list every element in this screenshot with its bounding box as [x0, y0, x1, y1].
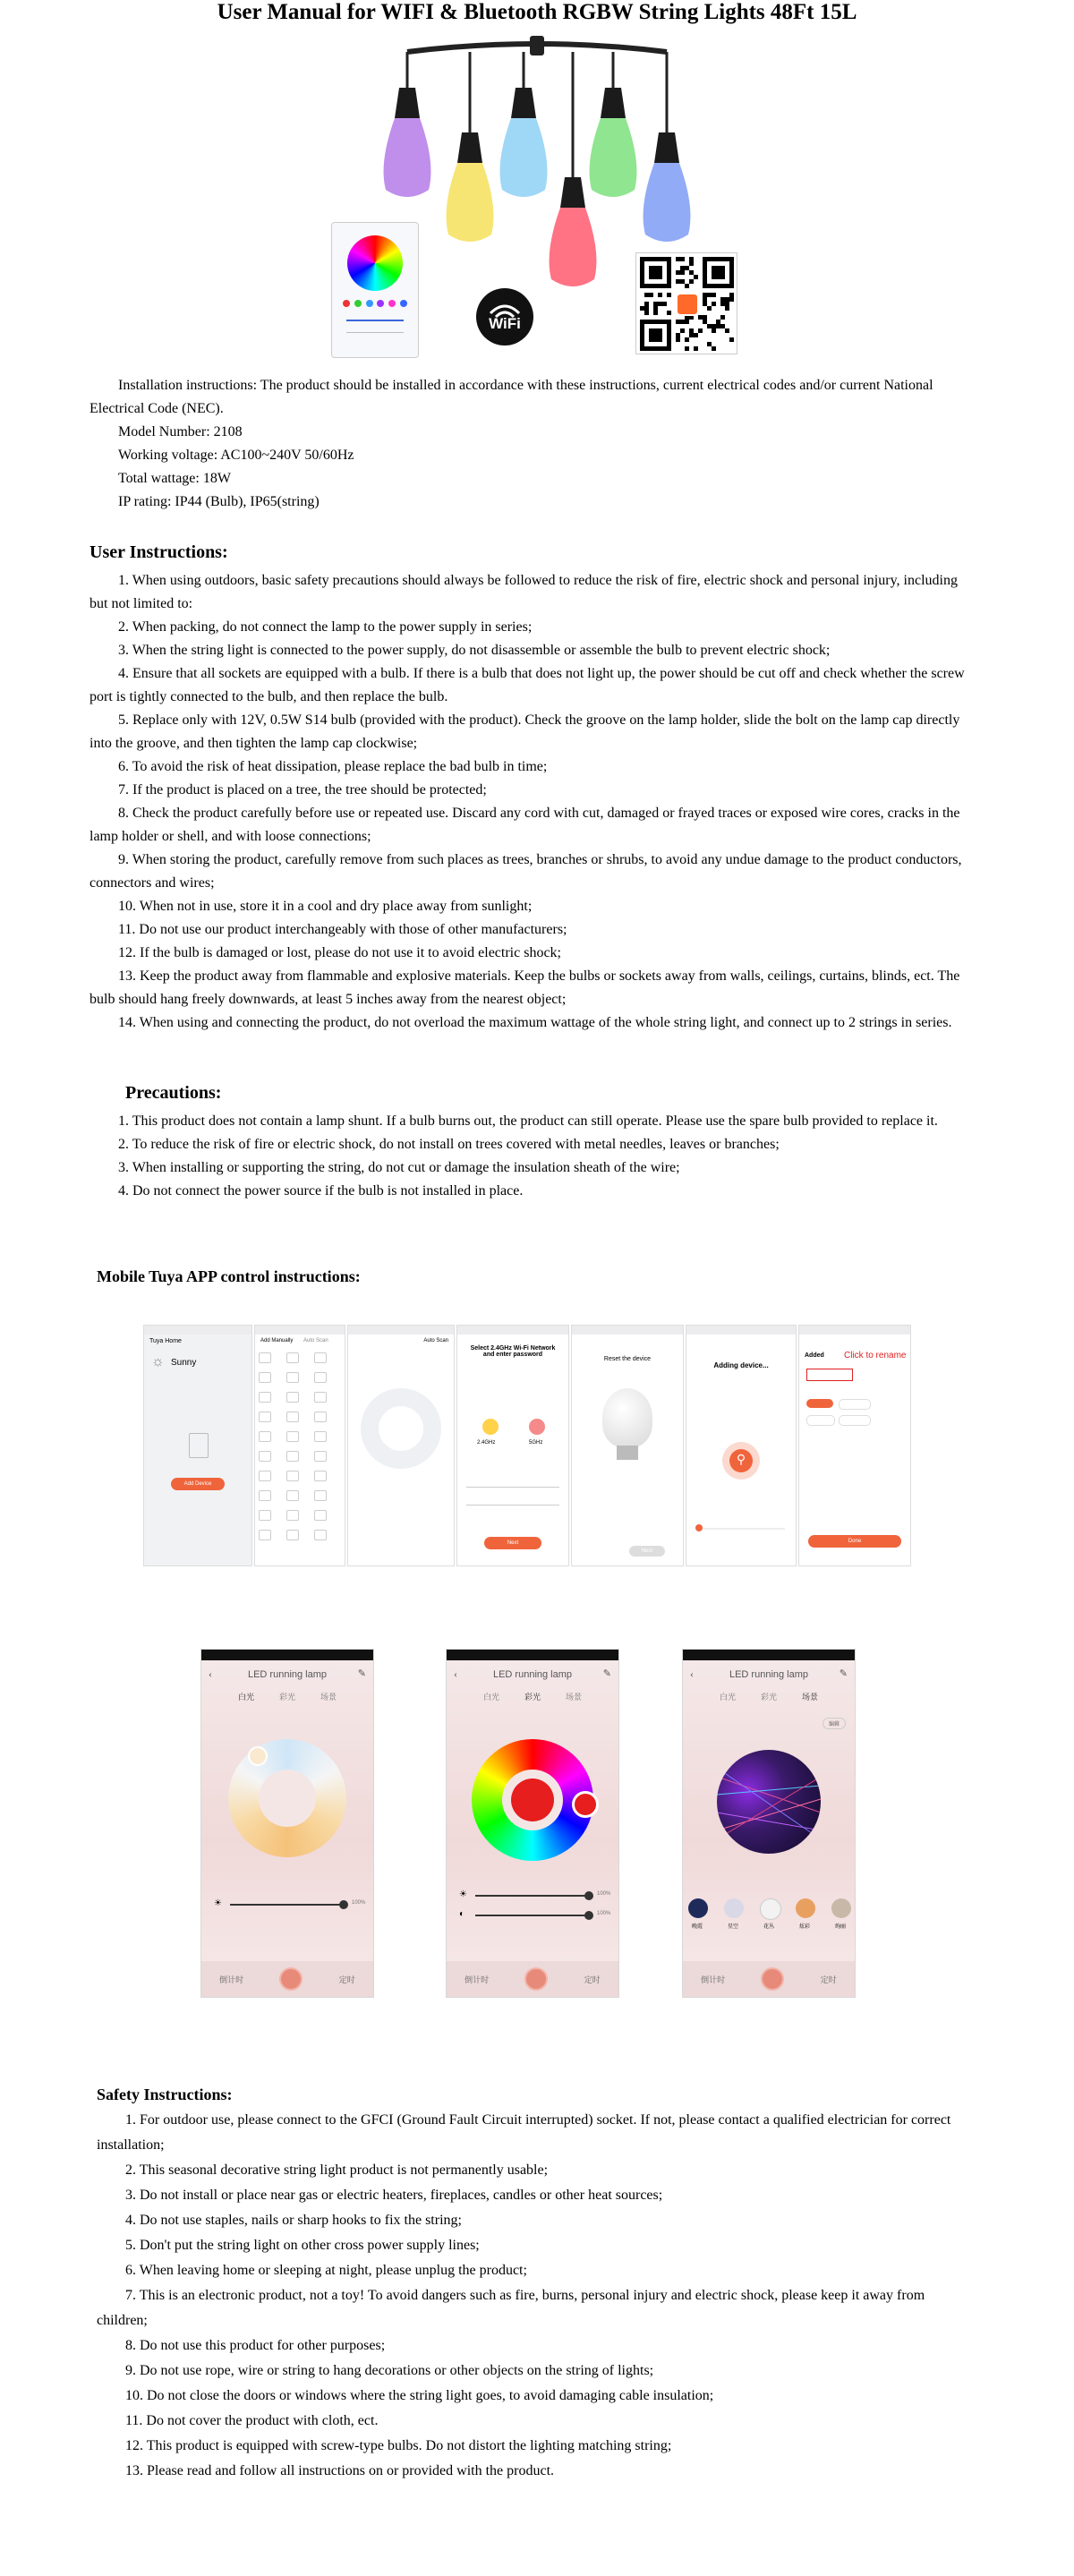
qr-module [725, 328, 729, 333]
qr-module [658, 293, 662, 297]
scene-edit-button[interactable]: 编辑 [823, 1718, 846, 1729]
back-icon[interactable]: ‹ [209, 1668, 212, 1680]
bulb-socket [395, 88, 420, 118]
wifi-logo-text: WiFi [489, 315, 521, 332]
list-item: 3. When installing or supporting the string, do not cut or damage the insulation sheath of the wire; [118, 1160, 680, 1175]
qr-code [635, 252, 737, 354]
lamp-screen-color [446, 1649, 619, 1998]
scene-label: 星空 [728, 1924, 739, 1930]
list-item: 4. Do not connect the power source if the bulb is not installed in place. [118, 1183, 524, 1198]
list-item: 14. When using and connecting the product, do not overload the maximum wattage of the whole string light, and connect up to 2 strings in series. [118, 1015, 952, 1030]
lamp-title: LED running lamp [247, 1669, 328, 1680]
list-item: 4. Do not use staples, nails or sharp hooks to fix the string; [125, 2213, 462, 2228]
list-item: 12. If the bulb is damaged or lost, please do not use it to avoid electric shock; [118, 945, 561, 960]
qr-module [685, 320, 689, 324]
tab-color[interactable]: 彩光 [524, 1693, 541, 1702]
qr-module [694, 275, 698, 279]
app-screen-home [143, 1325, 252, 1566]
category-item[interactable] [314, 1352, 327, 1363]
category-item[interactable] [286, 1530, 299, 1540]
search-icon: ⚲ [729, 1449, 753, 1472]
category-item[interactable] [286, 1451, 299, 1462]
user-instructions-list [90, 569, 976, 1035]
app-screen-wifi-password [456, 1325, 569, 1566]
wheel-handle[interactable] [248, 1746, 268, 1766]
qr-module [712, 346, 716, 351]
scene-thumb[interactable] [831, 1898, 851, 1918]
qr-module [712, 302, 716, 306]
qr-module [685, 284, 689, 288]
qr-module [680, 270, 685, 275]
safety-heading: Safety Instructions: [97, 2086, 233, 2103]
back-icon[interactable]: ‹ [690, 1668, 694, 1680]
home-weather-text: Sunny [171, 1358, 197, 1368]
category-item[interactable] [314, 1530, 327, 1540]
tab-auto-scan[interactable]: Auto Scan [303, 1338, 328, 1343]
brightness-slider[interactable] [339, 1900, 348, 1909]
qr-module [644, 311, 649, 315]
band-24ghz-label: 2.4GHz [477, 1440, 496, 1446]
category-item[interactable] [286, 1510, 299, 1521]
qr-module [698, 328, 703, 333]
rename-annotation: Click to rename [844, 1351, 907, 1361]
qr-module [689, 279, 694, 284]
qr-module [729, 284, 734, 288]
spec-model: Model Number: 2108 [118, 424, 243, 439]
qr-module [680, 328, 685, 333]
bulb [590, 118, 637, 197]
saturation-slider[interactable] [584, 1911, 593, 1920]
qr-module [729, 297, 734, 302]
safety-list [97, 2108, 974, 2484]
list-item: 8. Check the product carefully before use or repeated use. Discard any cord with cut, damaged or frayed traces or exposed wire cores, cracks in the lamp holder or shell, and with loose connections; [90, 806, 960, 844]
qr-module [712, 328, 716, 333]
weather-icon: ☼ [151, 1354, 165, 1369]
tab-white[interactable]: 白光 [482, 1693, 499, 1702]
countdown-button[interactable]: 倒计时 [219, 1975, 244, 1984]
saturation-icon: ◐ [459, 1909, 465, 1919]
list-item: 10. Do not close the doors or windows where the string light goes, to avoid damaging cable insulation; [125, 2388, 714, 2403]
page-title: User Manual for WIFI & Bluetooth RGBW String Lights 48Ft 15L [217, 0, 857, 24]
qr-module [729, 337, 734, 342]
qr-module [680, 257, 685, 261]
edit-icon[interactable]: ✎ [839, 1668, 848, 1679]
lamp-screen-white [200, 1649, 374, 1998]
category-item[interactable] [259, 1352, 271, 1363]
category-item[interactable] [314, 1490, 327, 1501]
brightness-icon: ☀ [214, 1898, 222, 1908]
lamp-screen-scene [682, 1649, 856, 1998]
scene-label: 晚霞 [692, 1924, 703, 1930]
qr-module [667, 346, 671, 351]
saturation-percent: 100% [597, 1911, 611, 1916]
category-item[interactable] [314, 1431, 327, 1442]
adding-heading: Adding device... [713, 1361, 769, 1369]
category-item[interactable] [259, 1530, 271, 1540]
category-item[interactable] [259, 1451, 271, 1462]
countdown-button[interactable]: 倒计时 [465, 1975, 490, 1984]
qr-module [694, 333, 698, 337]
qr-module [720, 315, 725, 320]
scene-thumb[interactable] [796, 1898, 815, 1918]
category-item[interactable] [314, 1412, 327, 1422]
bulb-socket [511, 88, 536, 118]
category-item[interactable] [259, 1510, 271, 1521]
app-screens-row [143, 1325, 940, 1566]
scene-label: 炫彩 [799, 1924, 811, 1930]
list-item: 5. Replace only with 12V, 0.5W S14 bulb (provided with the product). Check the groove on the lamp holder, slide the bolt on the lamp cap directly into the groove, and then tighten the lamp cap clockwise; [90, 712, 960, 751]
qr-module [676, 337, 680, 342]
category-item[interactable] [286, 1392, 299, 1403]
lamp-title: LED running lamp [729, 1669, 809, 1680]
category-item[interactable] [259, 1490, 271, 1501]
qr-module [725, 306, 729, 311]
bulb [447, 163, 494, 242]
band-5ghz-label: 5GHz [529, 1440, 543, 1446]
power-icon[interactable] [761, 1967, 784, 1991]
category-item[interactable] [259, 1431, 271, 1442]
reset-heading: Reset the device [603, 1356, 652, 1362]
bulb-socket [560, 177, 585, 208]
scene-label: 绚丽 [835, 1924, 847, 1930]
schedule-button[interactable]: 定时 [820, 1975, 837, 1984]
category-item[interactable] [286, 1412, 299, 1422]
bulb-socket [601, 88, 626, 118]
user-instructions-heading: User Instructions: [90, 542, 228, 562]
qr-module [662, 302, 667, 306]
bulb-socket [654, 132, 679, 163]
app-screen-added [798, 1325, 911, 1566]
brightness-slider[interactable] [584, 1891, 593, 1900]
intro-section [90, 374, 976, 514]
list-item: 11. Do not use our product interchangeably with those of other manufacturers; [118, 922, 567, 937]
scene-thumb[interactable] [688, 1898, 708, 1918]
bulb [550, 208, 597, 286]
wifi-next-button[interactable]: Next [484, 1537, 541, 1549]
qr-module [667, 284, 671, 288]
edit-icon[interactable]: ✎ [357, 1668, 366, 1679]
room-chips [806, 1399, 903, 1435]
scene-thumb[interactable] [760, 1898, 781, 1920]
device-category-grid [259, 1352, 341, 1558]
category-item[interactable] [286, 1352, 299, 1363]
done-button[interactable]: Done [808, 1535, 901, 1548]
white-wheel-center [259, 1770, 316, 1827]
scene-preview [717, 1750, 821, 1854]
qr-module [707, 306, 712, 311]
scene-streaks [717, 1750, 821, 1854]
category-item[interactable] [314, 1392, 327, 1403]
list-item: 13. Please read and follow all instructions on or provided with the product. [125, 2463, 555, 2478]
brightness-percent: 100% [597, 1891, 611, 1897]
qr-module [685, 346, 689, 351]
bulb [644, 163, 691, 242]
scene-thumbnails [688, 1898, 855, 1931]
tab-white[interactable]: 白光 [719, 1693, 736, 1702]
tab-scene[interactable]: 场景 [802, 1693, 819, 1702]
category-item[interactable] [259, 1412, 271, 1422]
list-item: 7. If the product is placed on a tree, the tree should be protected; [118, 782, 487, 798]
qr-module [667, 293, 671, 297]
list-item: 8. Do not use this product for other purposes; [125, 2338, 386, 2353]
countdown-button[interactable]: 倒计时 [701, 1975, 726, 1984]
qr-module [685, 337, 689, 342]
spec-voltage: Working voltage: AC100~240V 50/60Hz [118, 448, 354, 463]
reset-next-button[interactable]: Next [629, 1546, 665, 1557]
list-item: 11. Do not cover the product with cloth, ect. [125, 2413, 379, 2428]
qr-module [667, 311, 671, 315]
scene-label: 花丛 [763, 1924, 775, 1930]
schedule-button[interactable]: 定时 [584, 1975, 601, 1984]
category-item[interactable] [314, 1510, 327, 1521]
back-icon[interactable]: ‹ [454, 1668, 457, 1680]
app-screen-auto-scan [347, 1325, 455, 1566]
qr-module [658, 337, 662, 342]
list-item: 7. This is an electronic product, not a toy! To avoid dangers such as fire, burns, personal injury and electric shock, please keep it away from children; [97, 2288, 925, 2328]
spec-ip-rating: IP rating: IP44 (Bulb), IP65(string) [118, 494, 320, 509]
bulb-photo [602, 1388, 652, 1447]
category-item[interactable] [259, 1372, 271, 1383]
tab-color[interactable]: 彩光 [760, 1693, 777, 1702]
list-item: 13. Keep the product away from flammable and explosive materials. Keep the bulbs or sockets away from walls, ceilings, curtains, blinds, ect. The bulb should hang freely downwards, at least 5 inches away from the nearest object; [90, 968, 960, 1007]
ssid-field[interactable] [466, 1487, 559, 1488]
list-item: 6. To avoid the risk of heat dissipation, please replace the bad bulb in time; [118, 759, 548, 774]
qr-module [653, 311, 658, 315]
list-item: 2. To reduce the risk of fire or electric shock, do not install on trees covered with metal needles, leaves or branches; [118, 1137, 780, 1152]
tab-auto-scan[interactable]: Auto Scan [423, 1338, 448, 1343]
qr-module [689, 261, 694, 266]
sad-icon [529, 1419, 545, 1435]
list-item: 2. This seasonal decorative string light product is not permanently usable; [125, 2162, 549, 2178]
add-device-button[interactable]: Add Device [171, 1478, 225, 1490]
tab-color[interactable]: 彩光 [278, 1693, 295, 1702]
precautions-heading: Precautions: [125, 1083, 222, 1103]
edit-icon[interactable]: ✎ [602, 1668, 611, 1679]
app-colorwheel-phone [331, 222, 419, 358]
precautions-list [90, 1110, 976, 1203]
device-name-box[interactable] [806, 1369, 853, 1381]
tab-white[interactable]: 白光 [237, 1693, 254, 1702]
category-item[interactable] [314, 1471, 327, 1481]
app-section-heading: Mobile Tuya APP control instructions: [97, 1267, 361, 1285]
app-screen-adding-device [686, 1325, 797, 1566]
bulb [500, 118, 548, 197]
tuya-logo-icon [676, 293, 699, 316]
tab-add-manually[interactable]: Add Manually [260, 1338, 294, 1343]
category-item[interactable] [286, 1431, 299, 1442]
scene-thumb[interactable] [724, 1898, 744, 1918]
category-item[interactable] [259, 1392, 271, 1403]
schedule-button[interactable]: 定时 [338, 1975, 355, 1984]
category-item[interactable] [314, 1372, 327, 1383]
list-item: 1. When using outdoors, basic safety precautions should always be followed to reduce the risk of fire, electric shock and personal injury, including but not limited to: [90, 573, 958, 611]
lamp-title: LED running lamp [492, 1669, 573, 1680]
category-item[interactable] [286, 1372, 299, 1383]
wifi-heading: Select 2.4GHz Wi-Fi Network and enter password [470, 1345, 556, 1358]
qr-module [694, 346, 698, 351]
category-item[interactable] [314, 1451, 327, 1462]
bulb-base [617, 1446, 638, 1460]
device-icon [189, 1433, 209, 1458]
scan-radar-inner [379, 1406, 423, 1451]
list-item: 3. When the string light is connected to the power supply, do not disassemble or assemble the bulb to prevent electric shock; [118, 643, 831, 658]
category-item[interactable] [286, 1471, 299, 1481]
app-screen-add-manually [254, 1325, 345, 1566]
bulb [384, 118, 431, 197]
list-item: 12. This product is equipped with screw-type bulbs. Do not distort the lighting matching string; [125, 2438, 672, 2453]
list-item: 9. When storing the product, carefully remove from such places as trees, branches or shrubs, to avoid any undue damage to the product conductors, connectors and wires; [90, 852, 962, 891]
spec-wattage: Total wattage: 18W [118, 471, 231, 486]
color-preview [511, 1778, 554, 1821]
power-icon[interactable] [279, 1967, 303, 1991]
list-item: 6. When leaving home or sleeping at night, please unplug the product; [125, 2263, 527, 2278]
qr-module [720, 275, 725, 279]
list-item: 10. When not in use, store it in a cool and dry place away from sunlight; [118, 899, 533, 914]
list-item: 9. Do not use rope, wire or string to hang decorations or other objects on the string of lights; [125, 2363, 654, 2378]
qr-module [712, 293, 716, 297]
category-item[interactable] [286, 1490, 299, 1501]
app-name: Tuya Home [149, 1338, 182, 1344]
bulb-socket [457, 132, 482, 163]
added-heading: Added [805, 1352, 824, 1359]
category-item[interactable] [259, 1471, 271, 1481]
app-screen-reset-device [571, 1325, 684, 1566]
list-item: 1. This product does not contain a lamp shunt. If a bulb burns out, the product can still operate. Please use the spare bulb provided to replace it. [118, 1113, 938, 1129]
list-item: 4. Ensure that all sockets are equipped with a bulb. If there is a bulb that does not light up, the power should be cut off and check whether the screw port is tightly connected to the bulb, and then replace the bulb. [90, 666, 965, 704]
installation-text: Installation instructions: The product should be installed in accordance with these instructions, current electrical codes and/or current National Electrical Code (NEC). [90, 378, 933, 416]
list-item: 1. For outdoor use, please connect to the GFCI (Ground Fault Circuit interrupted) socket. If not, please contact a qualified electrician for correct installation; [97, 2112, 951, 2153]
progress-steps [697, 1528, 785, 1530]
brightness-percent: 100% [352, 1900, 366, 1906]
progress-dot [695, 1524, 703, 1531]
list-item: 2. When packing, do not connect the lamp to the power supply in series; [118, 619, 533, 635]
brightness-icon: ☀ [459, 1889, 467, 1899]
power-icon[interactable] [524, 1967, 548, 1991]
qr-module [658, 275, 662, 279]
list-item: 3. Do not install or place near gas or electric heaters, fireplaces, candles or other heat sources; [125, 2188, 663, 2203]
password-field[interactable] [466, 1505, 559, 1506]
list-item: 5. Don't put the string light on other cross power supply lines; [125, 2238, 480, 2253]
qr-module [649, 293, 653, 297]
smile-icon [482, 1419, 499, 1435]
tab-scene[interactable]: 场景 [566, 1693, 583, 1702]
color-handle[interactable] [572, 1791, 599, 1818]
color-wheel-icon [347, 235, 403, 291]
wifi-logo [476, 288, 533, 345]
tab-scene[interactable]: 场景 [320, 1693, 337, 1702]
